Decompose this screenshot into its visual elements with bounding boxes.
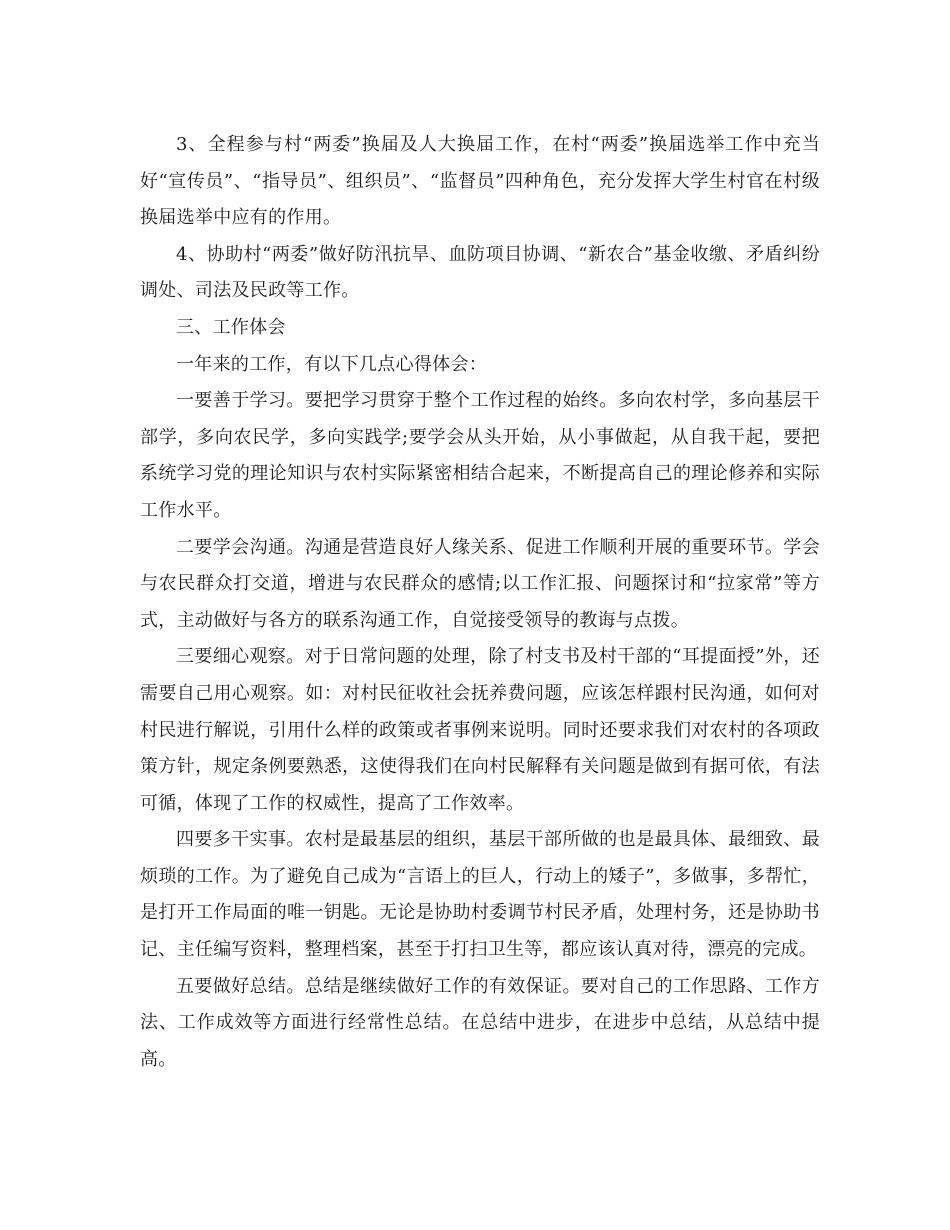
paragraph-practical-work: 四要多干实事。农村是最基层的组织，基层干部所做的也是最具体、最细致、最烦琐的工作。为了避免自己成为“言语上的巨人，行动上的矮子”，多做事，多帮忙，是打开工作局面的唯一钥匙。无论是协助村委调节村民矛盾，处理村务，还是协助书记、主任编写资料，整理档案，甚至于打扫卫生等，都应该认真对待，漂亮的完成。 xyxy=(140,829,820,961)
paragraph-intro: 一年来的工作，有以下几点心得体会： xyxy=(176,353,488,375)
paragraph-communication: 二要学会沟通。沟通是营造良好人缘关系、促进工作顺利开展的重要环节。学会与农民群众打交道，增进与农民群众的感情;以工作汇报、问题探讨和“拉家常”等方式，主动做好与各方的联系沟通工作，自觉接受领导的教诲与点拨。 xyxy=(140,536,820,631)
paragraph-observation: 三要细心观察。对于日常问题的处理，除了村支书及村干部的“耳提面授”外，还需要自己用心观察。如：对村民征收社会抚养费问题，应该怎样跟村民沟通，如何对村民进行解说，引用什么样的政策或者事例来说明。同时还要求我们对农村的各项政策方针，规定条例要熟悉，这使得我们在向村民解释有关问题是做到有据可依，有法可循，体现了工作的权威性，提高了工作效率。 xyxy=(140,646,820,814)
paragraph-learning: 一要善于学习。要把学习贯穿于整个工作过程的始终。多向农村学，多向基层干部学，多向农民学，多向实践学;要学会从头开始，从小事做起，从自我干起，要把系统学习党的理论知识与农村实际紧密相结合起来，不断提高自己的理论修养和实际工作水平。 xyxy=(140,390,820,521)
paragraph-item-4: 4、协助村“两委”做好防汛抗旱、血防项目协调、“新农合”基金收缴、矛盾纠纷调处、司法及民政等工作。 xyxy=(140,243,820,302)
document-body xyxy=(140,127,820,1078)
paragraph-summary: 五要做好总结。总结是继续做好工作的有效保证。要对自己的工作思路、工作方法、工作成效等方面进行经常性总结。在总结中进步，在进步中总结，从总结中提高。 xyxy=(140,975,820,1070)
section-heading: 三、工作体会 xyxy=(176,316,286,338)
paragraph-item-3: 3、全程参与村“两委”换届及人大换届工作，在村“两委”换届选举工作中充当好“宣传员”、“指导员”、组织员”、“监督员”四种角色，充分发挥大学生村官在村级换届选举中应有的作用。 xyxy=(140,134,820,229)
